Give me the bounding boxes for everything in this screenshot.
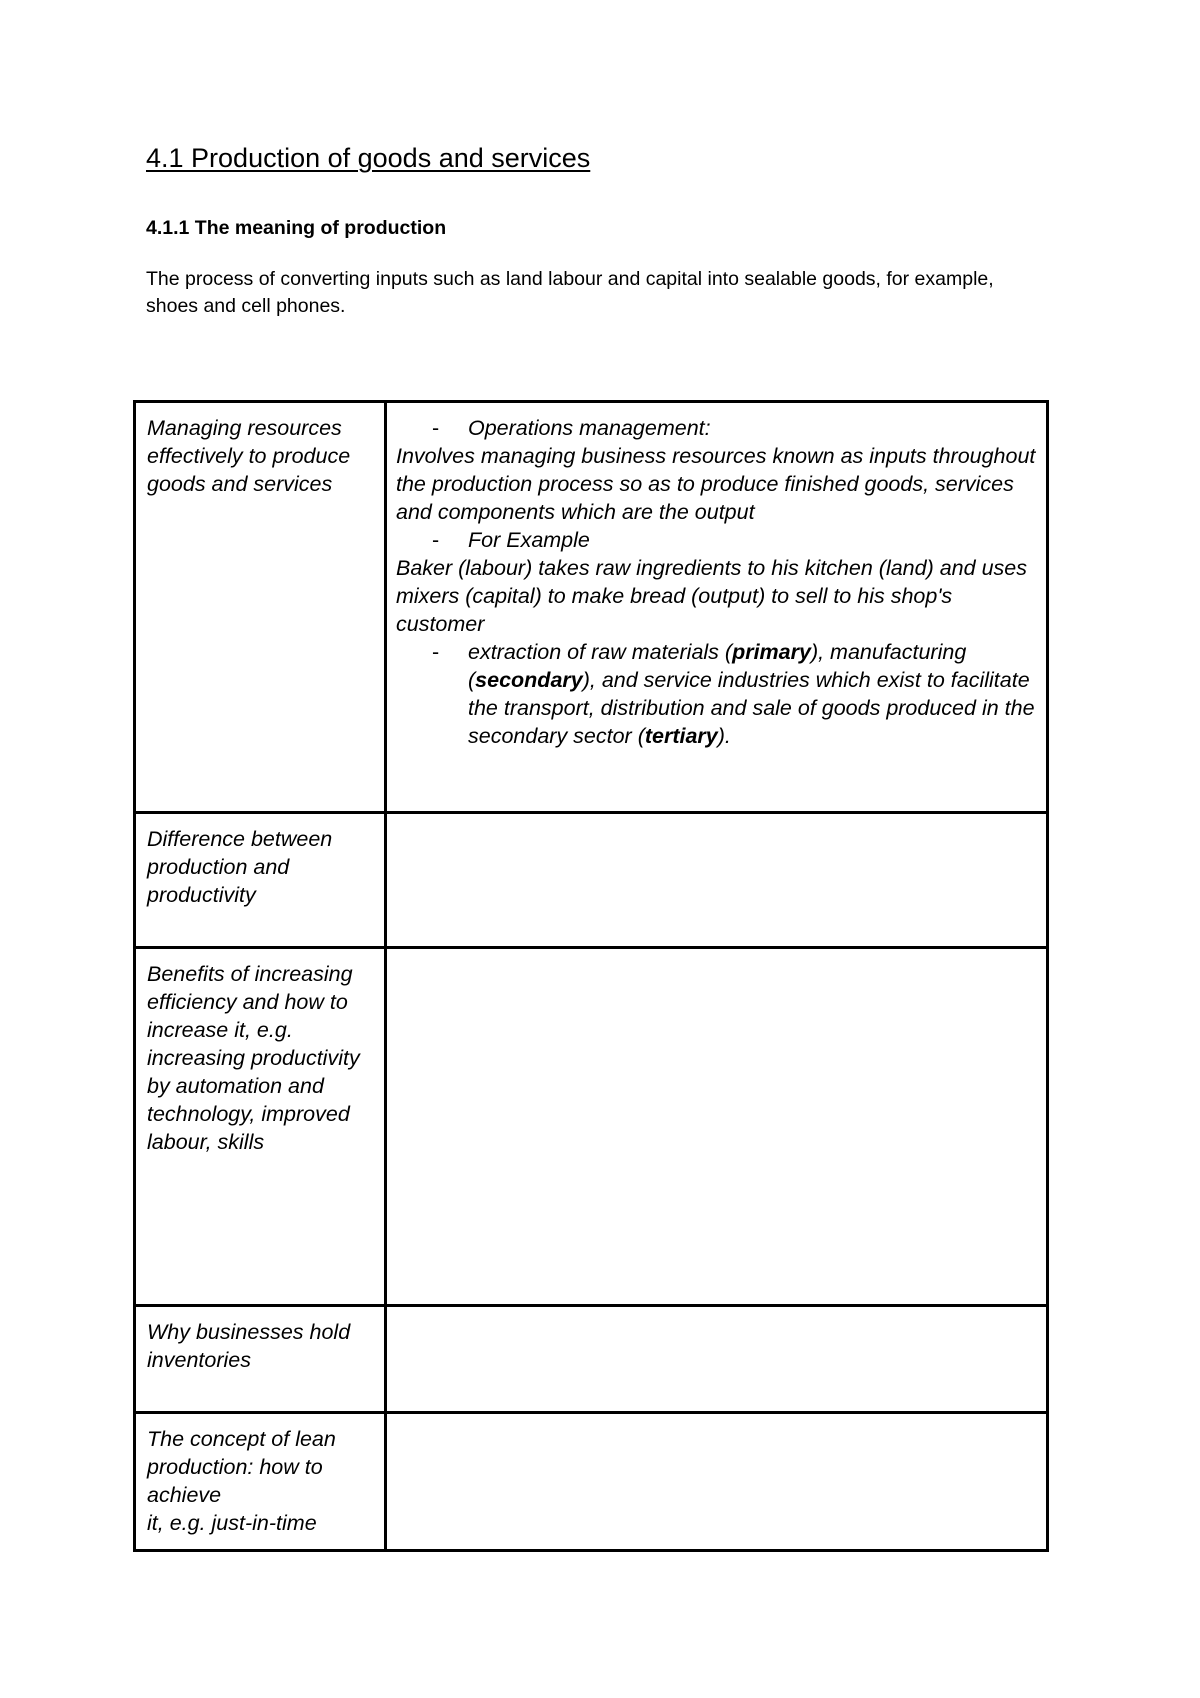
topic-cell: Difference between production and productivity [136,814,387,946]
table-row [136,814,1046,949]
sector-term-primary: primary [732,640,811,664]
page-title: 4.1 Production of goods and services [146,143,591,173]
bullet-text: extraction of raw materials ( [468,640,733,664]
topic-cell: The concept of lean production: how to achieve it, e.g. just-in-time [136,1414,387,1549]
bullet-text: ), and service industries which exist to facilitate the transport, distribution and sale of goods produced in the secondary sector ( [468,668,1035,748]
table-row [136,1307,1046,1414]
notes-table [133,400,1049,1552]
bullet-text: ), manufacturing ( [468,640,967,692]
list-item [396,526,1038,554]
topic-cell: Benefits of increasing efficiency and how to increase it, e.g. increasing productivity by automation and technology, improved labour, skills [136,949,387,1304]
table-row [136,403,1046,814]
dash-bullet-icon: - [432,640,440,664]
notes-cell[interactable] [387,814,1046,946]
bullet-text: For Example [468,528,590,552]
notes-cell[interactable] [387,403,1046,811]
bullet-text: Operations management: [468,416,711,440]
notes-cell[interactable] [387,1414,1046,1549]
topic-cell: Why businesses hold inventories [136,1307,387,1411]
table-row [136,1414,1046,1549]
sector-term-tertiary: tertiary [644,724,718,748]
notes-cell[interactable] [387,949,1046,1304]
notes-cell[interactable] [387,1307,1046,1411]
intro-paragraph: The process of converting inputs such as land labour and capital into sealable goods, for example, shoes and cell phones. [146,268,994,317]
section-heading: 4.1.1 The meaning of production [146,217,447,239]
topic-cell: Managing resources effectively to produce goods and services [136,403,387,811]
sector-term-secondary: secondary [475,668,583,692]
notes-paragraph: Baker (labour) takes raw ingredients to his kitchen (land) and uses mixers (capital) to make bread (output) to sell to his shop's customer [396,556,1027,636]
dash-bullet-icon: - [432,416,440,440]
bullet-text: ). [717,724,731,748]
table-row [136,949,1046,1307]
list-item [396,638,1038,750]
notes-paragraph: Involves managing business resources known as inputs throughout the production process so as to produce finished goods, services and components which are the output [396,444,1036,524]
dash-bullet-icon: - [432,528,440,552]
list-item [396,414,1038,442]
